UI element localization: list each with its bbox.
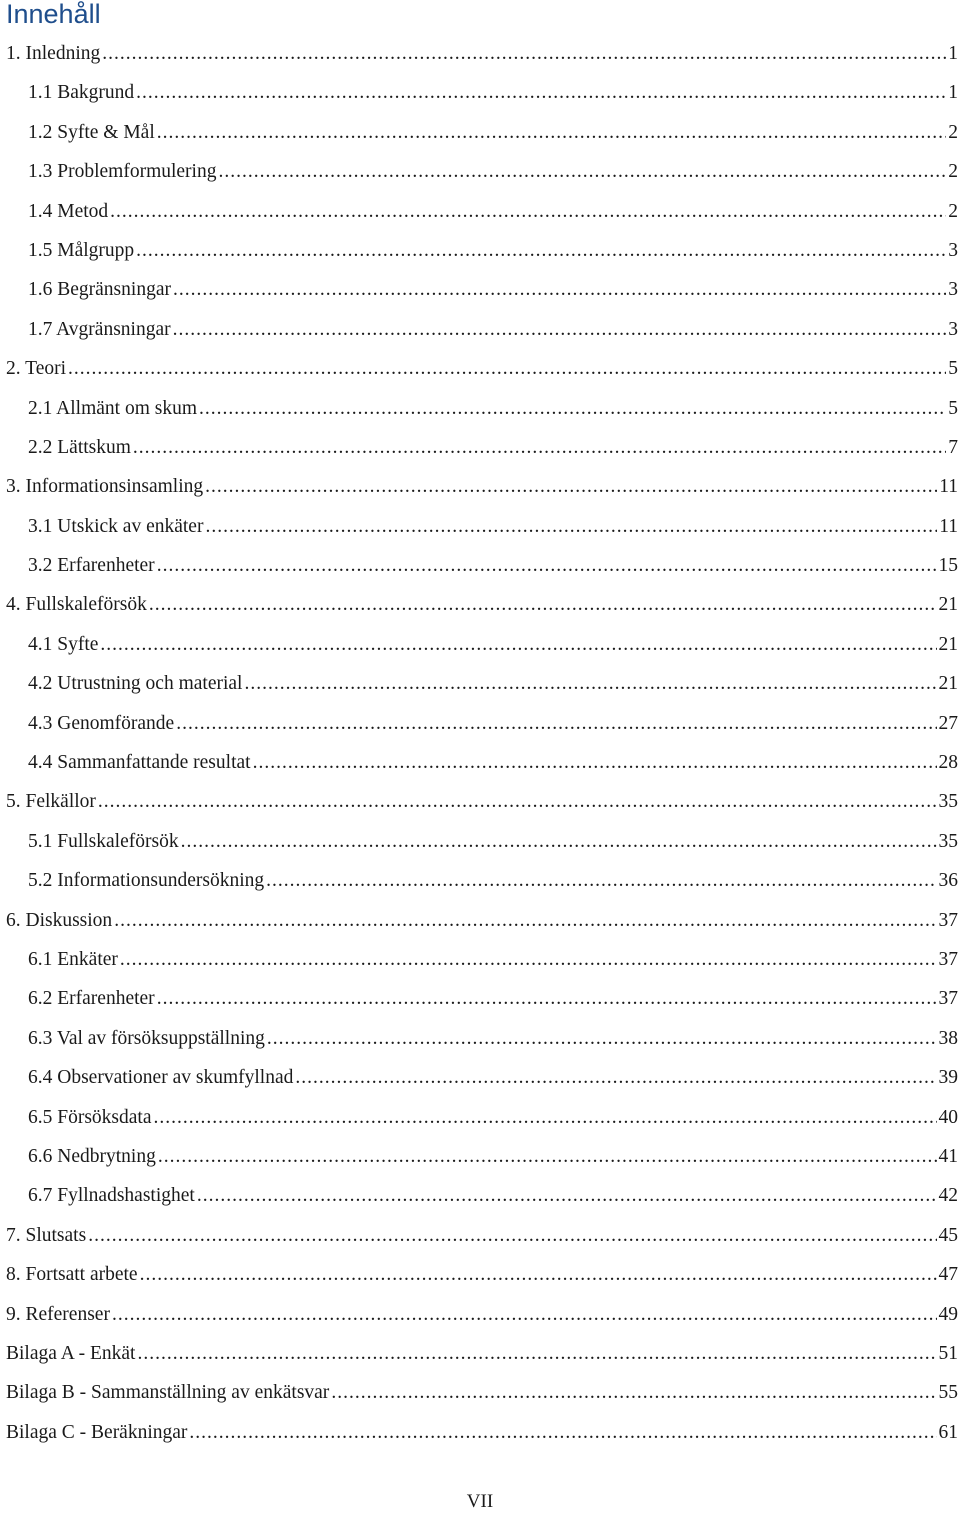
toc-dot-leader	[157, 546, 937, 585]
toc-dot-leader	[120, 940, 937, 979]
toc-entry-page: 1	[948, 82, 958, 104]
toc-entry-page: 49	[938, 1303, 958, 1325]
toc-entry-label: 4. Fullskaleförsök	[6, 594, 147, 616]
toc-dot-leader	[149, 585, 937, 624]
toc-entry[interactable]	[0, 861, 960, 900]
toc-entry-page: 5	[948, 397, 958, 419]
toc-entry[interactable]	[0, 73, 960, 112]
toc-entry-page: 37	[938, 988, 958, 1010]
page-number: VII	[466, 1491, 494, 1512]
toc-entry-page: 2	[948, 161, 958, 183]
toc-entry-label: 1.4 Metod	[28, 200, 109, 222]
toc-entry-label: 2.1 Allmänt om skum	[28, 397, 198, 419]
toc-entry[interactable]	[0, 901, 960, 940]
toc-entry[interactable]	[0, 192, 960, 231]
toc-entry-page: 7	[948, 436, 958, 458]
toc-entry-page: 15	[938, 555, 958, 577]
toc-entry-page: 35	[938, 791, 958, 813]
toc-entry-page: 55	[938, 1382, 958, 1404]
toc-entry-label: 1.3 Problemformulering	[28, 161, 217, 183]
toc-entry-label: 1.2 Syfte & Mål	[28, 121, 155, 143]
toc-entry-label: 1.7 Avgränsningar	[28, 318, 171, 340]
toc-dot-leader	[102, 34, 946, 73]
toc-entry-label: 6.5 Försöksdata	[28, 1106, 152, 1128]
toc-entry-label: 3.1 Utskick av enkäter	[28, 515, 204, 537]
toc-entry-page: 3	[948, 239, 958, 261]
toc-dot-leader	[331, 1373, 936, 1412]
toc-entry-page: 28	[938, 752, 958, 774]
toc-entry-label: Bilaga C - Beräkningar	[6, 1421, 188, 1443]
toc-entry-label: 1.6 Begränsningar	[28, 279, 171, 301]
toc-entry-page: 2	[948, 200, 958, 222]
toc-entry-label: Bilaga A - Enkät	[6, 1342, 136, 1364]
toc-entry-page: 61	[938, 1421, 958, 1443]
toc-entry-page: 27	[938, 712, 958, 734]
toc-entry-label: 6.2 Erfarenheter	[28, 988, 155, 1010]
toc-dot-leader	[100, 625, 936, 664]
toc-entry-page: 3	[948, 279, 958, 301]
toc-dot-leader	[218, 152, 946, 191]
toc-entry[interactable]	[0, 270, 960, 309]
toc-dot-leader	[205, 507, 937, 546]
toc-dot-leader	[136, 231, 946, 270]
toc-entry[interactable]	[0, 1216, 960, 1255]
toc-entry-page: 5	[948, 358, 958, 380]
toc-entry-label: 1. Inledning	[6, 43, 101, 64]
toc-entry-label: 6.7 Fyllnadshastighet	[28, 1185, 195, 1207]
toc-entry-label: 9. Referenser	[6, 1303, 110, 1325]
toc-entry-label: 1.1 Bakgrund	[28, 82, 135, 104]
toc-entry[interactable]	[0, 507, 960, 546]
toc-entry-label: 4.3 Genomförande	[28, 712, 175, 734]
toc-dot-leader	[173, 270, 946, 309]
toc-entry-label: Bilaga B - Sammanställning av enkätsvar	[6, 1382, 330, 1404]
toc-entry[interactable]	[0, 310, 960, 349]
toc-entry[interactable]	[0, 585, 960, 624]
toc-entry-label: 5. Felkällor	[6, 791, 96, 813]
toc-entry-page: 40	[938, 1106, 958, 1128]
toc-entry-label: 6.3 Val av försöksuppställning	[28, 1027, 265, 1049]
toc-entry-label: 4.1 Syfte	[28, 633, 99, 655]
toc-dot-leader	[140, 1255, 937, 1294]
toc-entry[interactable]	[0, 743, 960, 782]
toc-entry[interactable]	[0, 625, 960, 664]
toc-dot-leader	[68, 349, 946, 388]
toc-dot-leader	[110, 192, 946, 231]
toc-entry[interactable]	[0, 1098, 960, 1137]
toc-dot-leader	[267, 1019, 937, 1058]
toc-dot-leader	[158, 1137, 937, 1176]
toc-entry-page: 37	[938, 909, 958, 931]
toc-entry-label: 3.2 Erfarenheter	[28, 555, 155, 577]
toc-dot-leader	[189, 1413, 936, 1452]
toc-dot-leader	[157, 113, 947, 152]
toc-entry[interactable]	[0, 349, 960, 388]
toc-entry-page: 51	[938, 1342, 958, 1364]
toc-entry[interactable]	[0, 1058, 960, 1097]
toc-dot-leader	[173, 310, 947, 349]
toc-entry[interactable]	[0, 782, 960, 821]
toc-entry-label: 3. Informationsinsamling	[6, 476, 204, 498]
toc-entry-label: 8. Fortsatt arbete	[6, 1264, 138, 1286]
toc-entry-label: 2.2 Lättskum	[28, 436, 131, 458]
toc-entry[interactable]	[0, 822, 960, 861]
toc-dot-leader	[157, 979, 937, 1018]
toc-entry-label: 4.2 Utrustning och material	[28, 673, 243, 695]
toc-dot-leader	[181, 822, 937, 861]
toc-dot-leader	[98, 782, 937, 821]
toc-list	[0, 34, 960, 1452]
toc-entry[interactable]	[0, 1019, 960, 1058]
toc-entry-label: 7. Slutsats	[6, 1224, 87, 1246]
toc-dot-leader	[137, 1334, 936, 1373]
toc-entry-page: 1	[948, 43, 958, 64]
toc-entry[interactable]	[0, 1176, 960, 1215]
toc-entry-page: 11	[939, 476, 958, 498]
toc-dot-leader	[112, 1295, 937, 1334]
toc-entry-label: 6.1 Enkäter	[28, 948, 118, 970]
toc-dot-leader	[136, 73, 946, 112]
toc-entry[interactable]	[0, 1334, 960, 1373]
toc-dot-leader	[253, 743, 937, 782]
toc-entry-page: 38	[938, 1027, 958, 1049]
toc-entry[interactable]	[0, 664, 960, 703]
toc-entry-page: 21	[938, 594, 958, 616]
toc-dot-leader	[199, 389, 946, 428]
toc-entry[interactable]	[0, 704, 960, 743]
toc-entry[interactable]	[0, 389, 960, 428]
toc-entry-label: 6. Diskussion	[6, 909, 113, 931]
toc-dot-leader	[295, 1058, 936, 1097]
toc-dot-leader	[88, 1216, 936, 1255]
toc-dot-leader	[154, 1098, 937, 1137]
toc-entry-page: 37	[938, 948, 958, 970]
toc-entry-page: 2	[948, 121, 958, 143]
toc-dot-leader	[244, 664, 936, 703]
toc-dot-leader	[114, 901, 936, 940]
toc-entry[interactable]	[0, 467, 960, 506]
toc-entry-label: 6.6 Nedbrytning	[28, 1145, 156, 1167]
toc-entry-label: 6.4 Observationer av skumfyllnad	[28, 1067, 294, 1089]
toc-entry[interactable]	[0, 1373, 960, 1412]
toc-entry-page: 21	[938, 633, 958, 655]
toc-entry-page: 41	[938, 1145, 958, 1167]
toc-dot-leader	[197, 1176, 937, 1215]
toc-entry[interactable]	[0, 1295, 960, 1334]
toc-entry[interactable]	[0, 34, 960, 73]
toc-title: Innehåll	[6, 0, 101, 29]
toc-dot-leader	[133, 428, 946, 467]
toc-entry-page: 21	[938, 673, 958, 695]
toc-entry-page: 35	[938, 830, 958, 852]
toc-entry-page: 3	[948, 318, 958, 340]
toc-entry[interactable]	[0, 979, 960, 1018]
toc-entry[interactable]	[0, 113, 960, 152]
toc-entry-label: 1.5 Målgrupp	[28, 239, 135, 261]
toc-entry-page: 39	[938, 1067, 958, 1089]
toc-dot-leader	[176, 704, 936, 743]
toc-entry[interactable]	[0, 940, 960, 979]
toc-entry-page: 45	[938, 1224, 958, 1246]
toc-entry-page: 47	[938, 1264, 958, 1286]
toc-entry[interactable]	[0, 231, 960, 270]
toc-entry[interactable]	[0, 546, 960, 585]
toc-dot-leader	[205, 467, 937, 506]
toc-entry-page: 42	[938, 1185, 958, 1207]
toc-entry[interactable]	[0, 1413, 960, 1452]
toc-entry-label: 5.1 Fullskaleförsök	[28, 830, 179, 852]
toc-entry[interactable]	[0, 1255, 960, 1294]
toc-entry-label: 2. Teori	[6, 358, 67, 380]
toc-entry-label: 5.2 Informationsundersökning	[28, 870, 265, 892]
toc-entry-page: 36	[938, 870, 958, 892]
toc-entry-label: 4.4 Sammanfattande resultat	[28, 752, 251, 774]
toc-entry[interactable]	[0, 1137, 960, 1176]
toc-entry[interactable]	[0, 152, 960, 191]
toc-dot-leader	[266, 861, 936, 900]
toc-entry-page: 11	[939, 515, 958, 537]
toc-entry[interactable]	[0, 428, 960, 467]
